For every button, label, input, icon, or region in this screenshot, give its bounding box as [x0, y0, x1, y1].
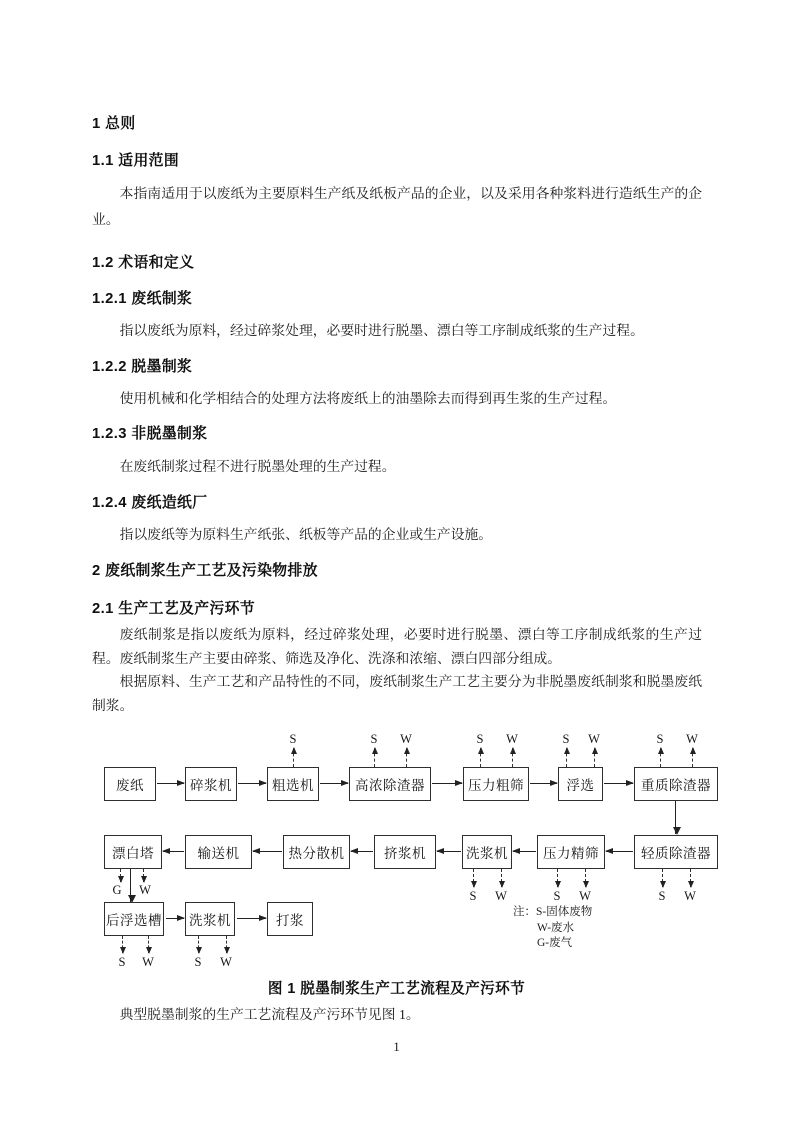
flow-arrow — [130, 869, 131, 902]
flow-arrow — [320, 783, 348, 784]
emission-label-water: W — [495, 889, 507, 903]
emission-label-gas: G — [112, 883, 122, 897]
emission-label-solid: S — [118, 955, 126, 969]
flow-arrow — [253, 851, 282, 852]
paragraph-2-1-b: 根据原料、生产工艺和产品特性的不同，废纸制浆生产工艺主要分为非脱墨废纸制浆和脱墨废纸制浆。 — [92, 674, 702, 713]
emission-arrow — [660, 748, 661, 767]
flow-arrow — [432, 783, 462, 784]
flow-arrow — [351, 851, 373, 852]
emission-label-solid: S — [658, 889, 666, 903]
flow-arrow — [513, 851, 536, 852]
paragraph-term-1: 指以废纸为原料，经过碎浆处理，必要时进行脱墨、漂白等工序制成纸浆的生产过程。 — [119, 323, 644, 338]
emission-arrow — [501, 869, 502, 887]
flow-box-flotation: 浮选 — [558, 767, 603, 801]
flow-box-waste-paper: 废纸 — [104, 767, 156, 801]
figure-note-solid: S-固体废物 — [536, 906, 593, 918]
flow-arrow — [237, 918, 266, 919]
emission-arrow — [374, 748, 375, 767]
paragraph-term-3: 在废纸制浆过程不进行脱墨处理的生产过程。 — [119, 459, 396, 474]
emission-arrow — [480, 748, 481, 767]
emission-arrow — [512, 748, 513, 767]
emission-arrow — [594, 748, 595, 767]
heading-1-2-4: 1.2.4 废纸造纸厂 — [92, 495, 208, 511]
figure-note-gas: G-废气 — [537, 937, 573, 949]
emission-label-water: W — [506, 732, 518, 746]
heading-1-2-1: 1.2.1 废纸制浆 — [92, 291, 193, 307]
paragraph-term-2: 使用机械和化学相结合的处理方法将废纸上的油墨除去而得到再生浆的生产过程。 — [119, 391, 617, 406]
heading-1-2-3: 1.2.3 非脱墨制浆 — [92, 426, 208, 442]
flow-box-pulp-washer: 洗浆机 — [462, 835, 512, 869]
emission-arrow — [473, 869, 474, 887]
flow-box-bleach-tower: 漂白塔 — [104, 835, 162, 869]
flow-arrow — [163, 851, 184, 852]
flow-arrow — [166, 918, 184, 919]
emission-arrow — [198, 936, 199, 953]
flow-box-beating: 打浆 — [267, 902, 313, 936]
emission-label-solid: S — [562, 732, 570, 746]
emission-label-solid: S — [194, 955, 202, 969]
emission-label-solid: S — [553, 889, 561, 903]
flow-arrow — [675, 801, 676, 834]
emission-arrow — [122, 936, 123, 953]
figure-note-line-solid — [513, 905, 592, 921]
heading-1-1-scope: 1.1 适用范围 — [92, 153, 180, 169]
heading-2-chapter: 2 废纸制浆生产工艺及污染物排放 — [92, 563, 318, 579]
emission-label-solid: S — [656, 732, 664, 746]
emission-label-water: W — [142, 955, 154, 969]
flow-box-coarse-selector: 粗选机 — [267, 767, 319, 801]
emission-arrow — [406, 748, 407, 767]
page-number: 1 — [393, 1039, 400, 1054]
emission-label-water: W — [684, 889, 696, 903]
flow-box-pressure-fine-screen: 压力精筛 — [537, 835, 605, 869]
heading-1-2-2: 1.2.2 脱墨制浆 — [92, 359, 193, 375]
emission-arrow — [143, 869, 144, 882]
flow-arrow — [604, 783, 633, 784]
flow-box-light-cleaner: 轻质除渣器 — [634, 835, 718, 869]
emission-label-water: W — [220, 955, 232, 969]
emission-arrow — [120, 869, 121, 882]
figure-note-water: W-废水 — [537, 921, 575, 934]
figure-note — [513, 905, 592, 952]
emission-label-water: W — [588, 732, 600, 746]
emission-arrow — [566, 748, 567, 767]
emission-arrow — [557, 869, 558, 887]
flow-box-heavy-cleaner: 重质除渣器 — [634, 767, 718, 801]
flow-box-post-flotation-tank: 后浮选槽 — [104, 902, 164, 936]
flow-box-high-consistency-cleaner: 高浓除渣器 — [349, 767, 431, 801]
flow-box-heat-disperser: 热分散机 — [283, 835, 350, 869]
heading-1-general: 1 总则 — [92, 116, 136, 132]
emission-arrow — [662, 869, 663, 887]
heading-2-1-section: 2.1 生产工艺及产污环节 — [92, 601, 256, 617]
flow-box-pulp-press: 挤浆机 — [374, 835, 436, 869]
emission-arrow — [692, 748, 693, 767]
emission-label-solid: S — [476, 732, 484, 746]
flow-box-pulp-washer-2: 洗浆机 — [185, 902, 235, 936]
paragraph-term-4: 指以废纸等为原料生产纸张、纸板等产品的企业或生产设施。 — [119, 527, 493, 542]
flow-arrow — [157, 783, 184, 784]
figure-note-prefix: 注： — [513, 906, 536, 918]
emission-label-water: W — [139, 883, 151, 897]
paragraph-scope: 本指南适用于以废纸为主要原料生产纸及纸板产品的企业，以及采用各种浆料进行造纸生产的企业。 — [92, 186, 702, 227]
emission-label-solid: S — [469, 889, 477, 903]
flow-arrow — [437, 851, 461, 852]
flow-arrow — [606, 851, 633, 852]
emission-arrow — [690, 869, 691, 887]
heading-1-2-terms: 1.2 术语和定义 — [92, 255, 195, 271]
flow-arrow — [238, 783, 266, 784]
flow-box-pressure-coarse-screen: 压力粗筛 — [463, 767, 529, 801]
paragraph-figure-ref: 典型脱墨制浆的生产工艺流程及产污环节见图 1。 — [119, 1007, 420, 1022]
paragraph-2-1-a: 废纸制浆是指以废纸为原料，经过碎浆处理，必要时进行脱墨、漂白等工序制成纸浆的生产过程。废纸制浆生产主要由碎浆、筛选及净化、洗涤和浓缩、漂白四部分组成。 — [92, 627, 702, 666]
flow-box-conveyor: 输送机 — [185, 835, 252, 869]
emission-label-solid: S — [289, 732, 297, 746]
emission-arrow — [226, 936, 227, 953]
flow-box-pulper: 碎浆机 — [185, 767, 237, 801]
emission-label-water: W — [686, 732, 698, 746]
emission-label-solid: S — [370, 732, 378, 746]
emission-arrow — [293, 748, 294, 767]
emission-label-water: W — [579, 889, 591, 903]
emission-label-water: W — [400, 732, 412, 746]
emission-arrow — [585, 869, 586, 887]
figure-caption: 图 1 脱墨制浆生产工艺流程及产污环节 — [267, 981, 526, 997]
emission-arrow — [148, 936, 149, 953]
flow-arrow — [530, 783, 557, 784]
